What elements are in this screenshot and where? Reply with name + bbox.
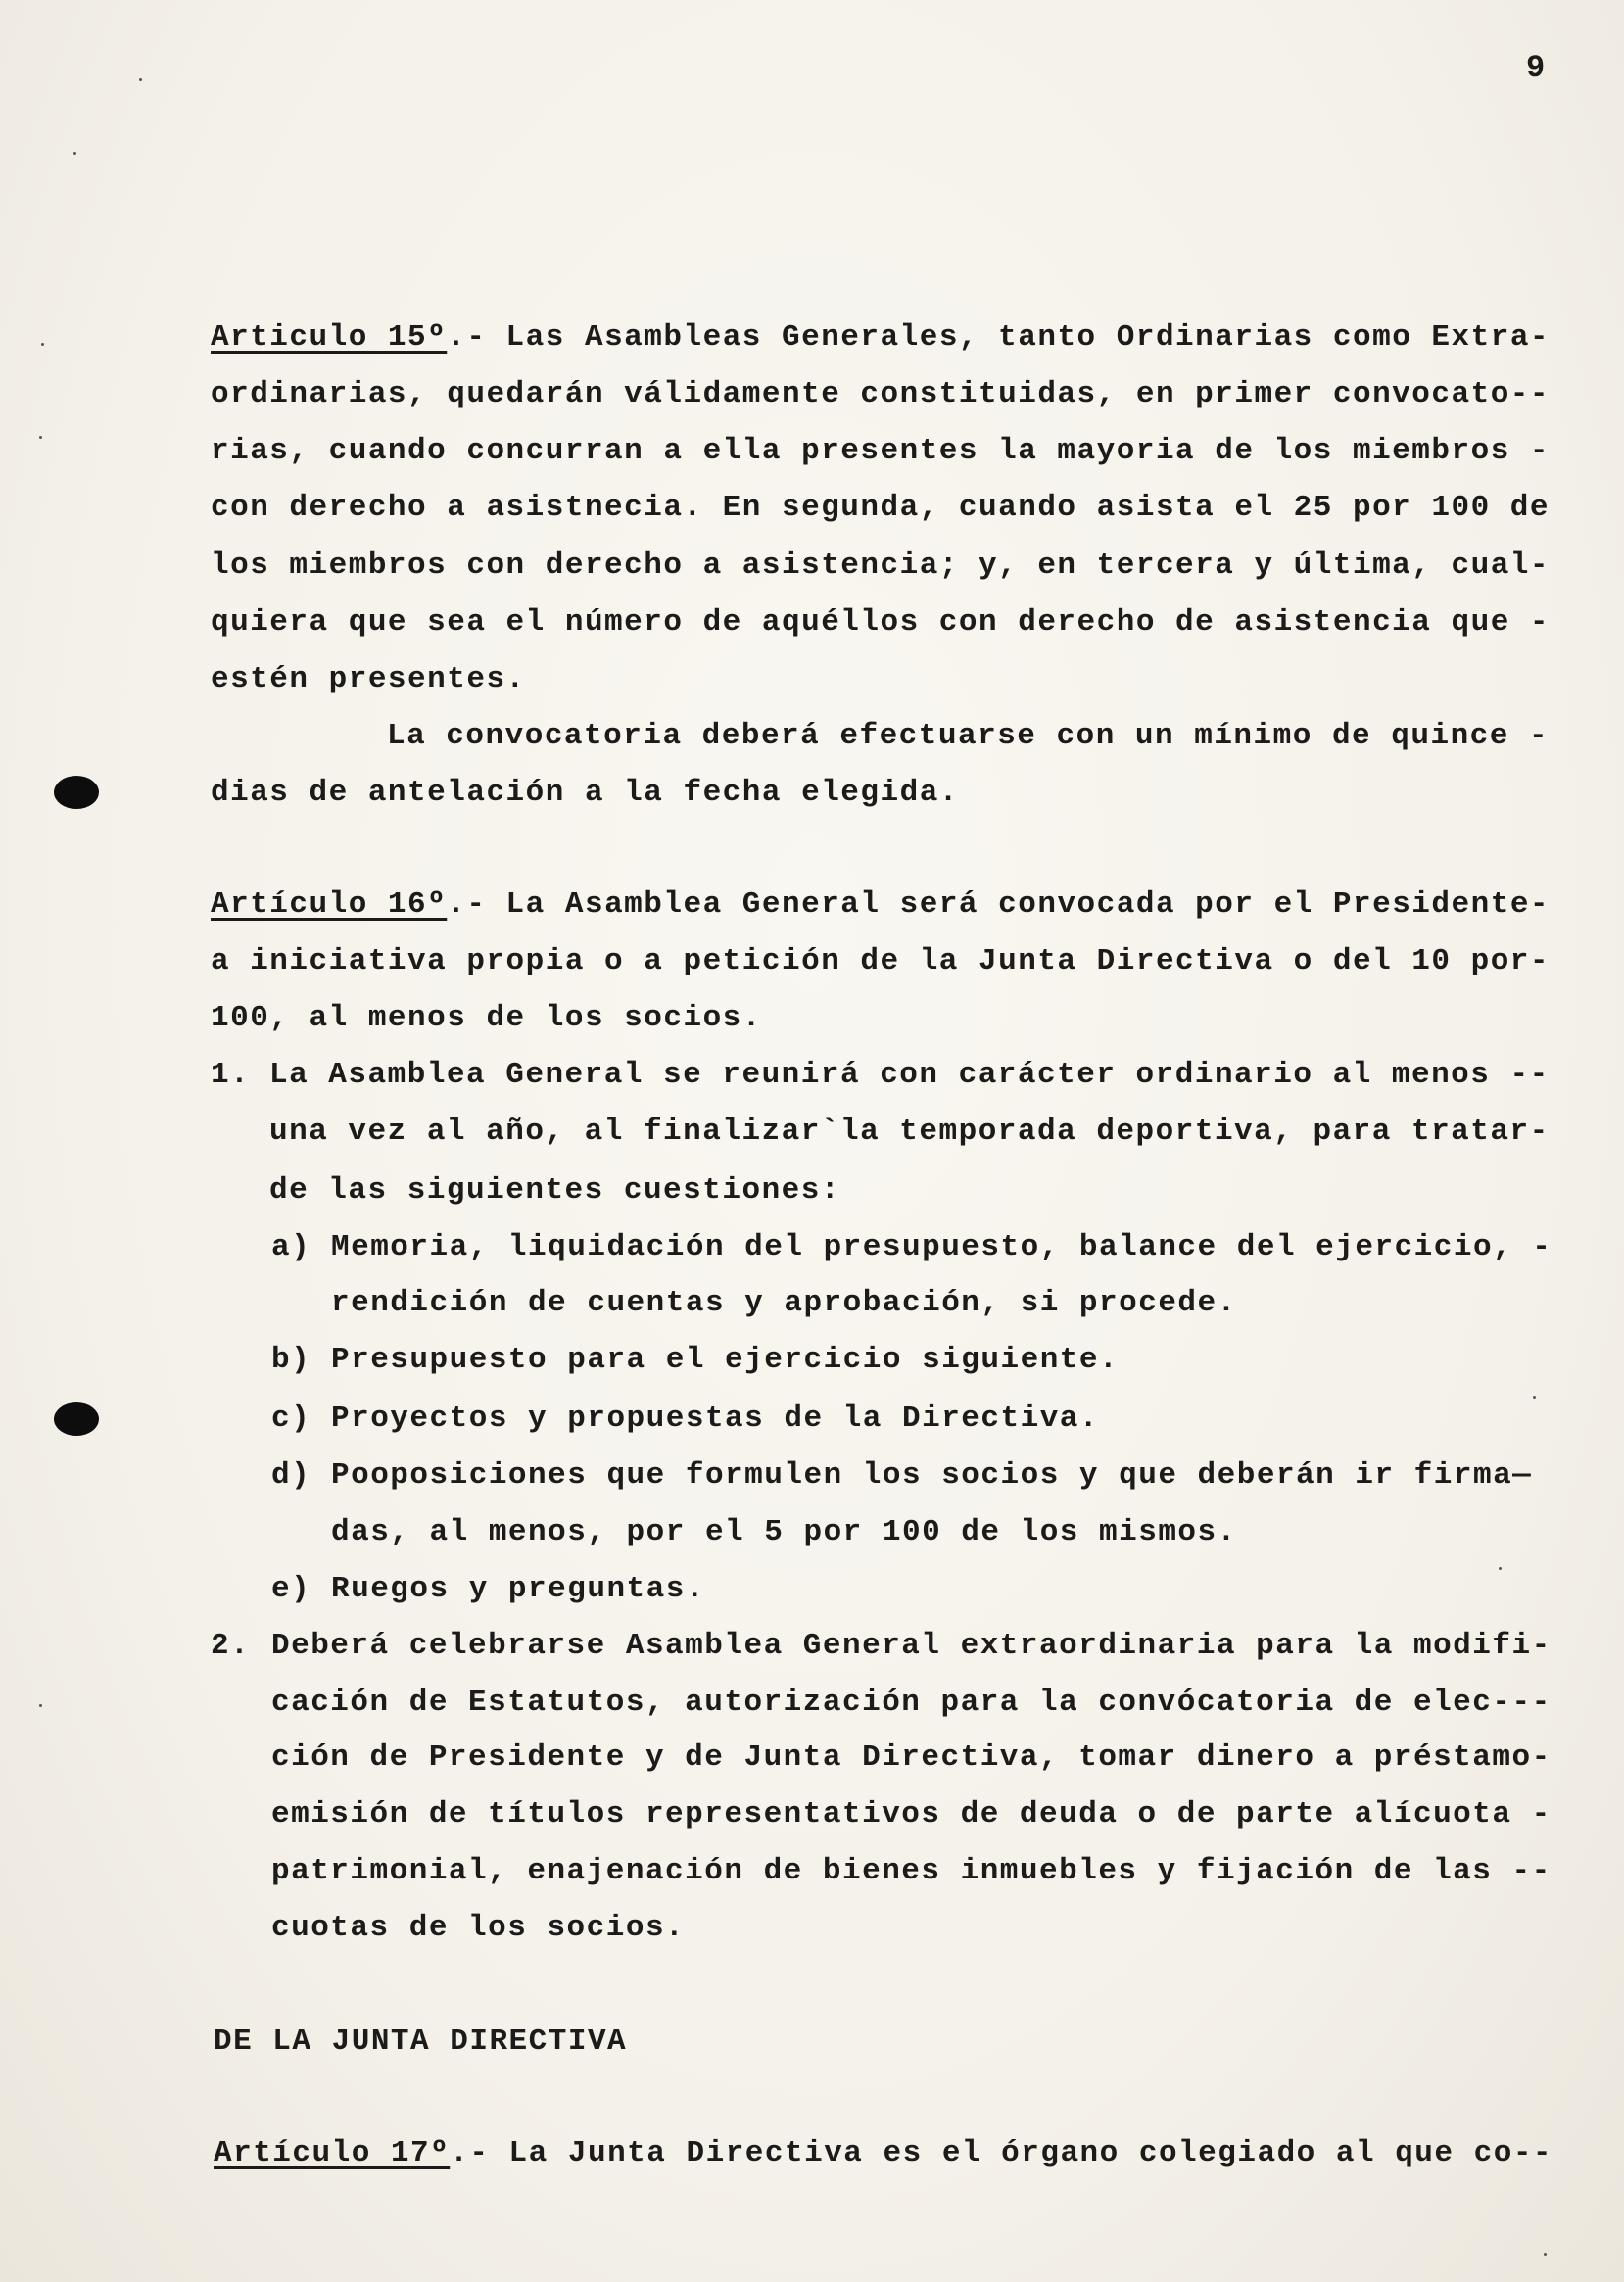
text-line: Deberá celebrarse Asamblea General extraordinaria para la modifi-: [271, 1629, 1552, 1663]
paper-speck: [1499, 1567, 1502, 1570]
text-line: una vez al año, al finalizar`la temporada deportiva, para tratar-: [269, 1115, 1550, 1149]
sub-item-line: rendición de cuentas y aprobación, si procede.: [331, 1286, 1237, 1320]
text-line: patrimonial, enajenación de bienes inmuebles y fijación de las --: [271, 1854, 1552, 1888]
sub-marker: c): [271, 1402, 311, 1436]
text-line: .- La Asamblea General será convocada por el Presidente-: [447, 887, 1551, 922]
list-marker: 2.: [211, 1629, 251, 1663]
paper-speck: [139, 78, 142, 81]
punch-hole-top: [54, 776, 99, 809]
text-line: ción de Presidente y de Junta Directiva, tomar dinero a préstamo-: [271, 1740, 1552, 1775]
sub-item-line: Memoria, liquidación del presupuesto, balance del ejercicio, -: [331, 1230, 1552, 1264]
sub-marker: b): [271, 1343, 311, 1377]
article-16-title: Artículo 16º: [211, 887, 448, 922]
paper-speck: [1544, 2253, 1547, 2256]
text-line: .- Las Asambleas Generales, tanto Ordinarias como Extra-: [447, 320, 1551, 355]
punch-hole-bottom: [54, 1402, 99, 1436]
article-15-title: Articulo 15º: [211, 320, 448, 355]
text-line: cuotas de los socios.: [271, 1911, 686, 1945]
text-line: ordinarias, quedarán válidamente constituidas, en primer convocato--: [211, 377, 1551, 411]
sub-item-line: Presupuesto para el ejercicio siguiente.: [331, 1343, 1120, 1377]
sub-item-line: Pooposiciones que formulen los socios y que deberán ir firma—: [331, 1458, 1533, 1493]
text-line: .- La Junta Directiva es el órgano colegiado al que co--: [450, 2136, 1553, 2170]
text-line: cación de Estatutos, autorización para la convócatoria de elec---: [271, 1686, 1552, 1720]
paper-speck: [39, 1704, 42, 1707]
sub-marker: d): [271, 1458, 311, 1493]
list-marker: 1.: [211, 1058, 251, 1092]
text-line: estén presentes.: [211, 662, 526, 696]
text-line: rias, cuando concurran a ella presentes la mayoria de los miembros -: [211, 434, 1551, 468]
text-line: La Asamblea General se reunirá con carácter ordinario al menos --: [269, 1058, 1550, 1092]
paragraph-indented-line: La convocatoria deberá efectuarse con un mínimo de quince -: [387, 719, 1550, 753]
text-line: 100, al menos de los socios.: [211, 1001, 762, 1035]
page-number: 9: [1526, 50, 1546, 86]
text-line: a iniciativa propia o a petición de la Junta Directiva o del 10 por-: [211, 944, 1551, 978]
paper-speck: [73, 152, 76, 155]
sub-marker: e): [271, 1572, 311, 1606]
article-15-first-line: [211, 318, 1550, 357]
text-line: dias de antelación a la fecha elegida.: [211, 776, 959, 810]
sub-marker: a): [271, 1230, 311, 1264]
section-heading: DE LA JUNTA DIRECTIVA: [214, 2024, 628, 2059]
text-line: con derecho a asistnecia. En segunda, cuando asista el 25 por 100 de: [211, 491, 1551, 525]
paper-speck: [1533, 1396, 1536, 1399]
paper-speck: [41, 343, 44, 346]
article-17-title: Artículo 17º: [214, 2136, 451, 2170]
text-line: quiera que sea el número de aquéllos con derecho de asistencia que -: [211, 605, 1551, 640]
paper-speck: [39, 436, 42, 439]
article-16-first-line: [211, 885, 1550, 925]
text-line: los miembros con derecho a asistencia; y, en tercera y última, cual-: [211, 548, 1551, 583]
sub-item-line: Ruegos y preguntas.: [331, 1572, 705, 1606]
text-line: de las siguientes cuestiones:: [269, 1173, 840, 1208]
article-17-first-line: [214, 2134, 1552, 2173]
sub-item-line: das, al menos, por el 5 por 100 de los mismos.: [331, 1515, 1237, 1549]
sub-item-line: Proyectos y propuestas de la Directiva.: [331, 1402, 1100, 1436]
text-line: emisión de títulos representativos de deuda o de parte alícuota -: [271, 1797, 1552, 1831]
